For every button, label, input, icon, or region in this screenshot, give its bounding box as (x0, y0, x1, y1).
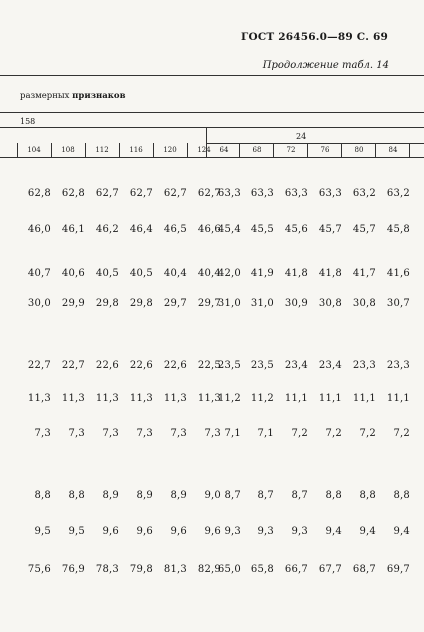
table-cell: 63,3 (250, 188, 274, 199)
table-cell: 11,3 (163, 393, 187, 404)
column-header: 108 (61, 146, 75, 154)
table-cell: 65,0 (217, 564, 241, 575)
table-cell: 8,8 (34, 490, 51, 501)
table-cell: 11,3 (27, 393, 51, 404)
table-cell: 45,6 (284, 224, 308, 235)
table-cell: 9,4 (359, 526, 376, 537)
table-cell: 67,7 (318, 564, 342, 575)
table-cell: 7,1 (224, 428, 241, 439)
column-header: 120 (163, 146, 177, 154)
table-cell: 9,3 (291, 526, 308, 537)
table-cell: 29,9 (61, 298, 85, 309)
subgroup-label: 24 (296, 132, 307, 141)
table-cell: 40,5 (95, 268, 119, 279)
table-continuation-label: Продолжение табл. 14 (262, 60, 389, 71)
table-cell: 68,7 (352, 564, 376, 575)
table-cell: 45,7 (352, 224, 376, 235)
table-cell: 8,7 (257, 490, 274, 501)
table-cell: 40,4 (197, 268, 221, 279)
table-cell: 8,8 (393, 490, 410, 501)
table-cell: 29,8 (95, 298, 119, 309)
table-cell: 63,3 (217, 188, 241, 199)
table-cell: 29,7 (163, 298, 187, 309)
column-header: 124 (197, 146, 211, 154)
table-cell: 9,5 (68, 526, 85, 537)
table-cell: 7,3 (102, 428, 119, 439)
table-cell: 9,4 (325, 526, 342, 537)
table-cell: 30,8 (352, 298, 376, 309)
table-cell: 42,0 (217, 268, 241, 279)
table-cell: 7,3 (204, 428, 221, 439)
table-cell: 30,0 (27, 298, 51, 309)
table-cell: 23,4 (284, 360, 308, 371)
table-cell: 22,6 (95, 360, 119, 371)
column-header: 116 (129, 146, 143, 154)
table-cell: 22,6 (129, 360, 153, 371)
table-cell: 46,2 (95, 224, 119, 235)
table-cell: 22,5 (197, 360, 221, 371)
table-cell: 7,2 (325, 428, 342, 439)
table-cell: 22,7 (27, 360, 51, 371)
table-cell: 8,7 (224, 490, 241, 501)
table-cell: 79,8 (129, 564, 153, 575)
column-header: 112 (95, 146, 109, 154)
table-cell: 11,3 (61, 393, 85, 404)
table-cell: 78,3 (95, 564, 119, 575)
column-header: 72 (286, 146, 296, 154)
table-cell: 7,1 (257, 428, 274, 439)
table-cell: 11,1 (284, 393, 308, 404)
table-cell: 9,5 (34, 526, 51, 537)
column-header: 80 (354, 146, 364, 154)
table-cell: 8,9 (170, 490, 187, 501)
table-cell: 11,1 (386, 393, 410, 404)
table-cell: 9,6 (204, 526, 221, 537)
table-cell: 65,8 (250, 564, 274, 575)
table-cell: 62,7 (129, 188, 153, 199)
table-cell: 41,8 (284, 268, 308, 279)
table-cell: 8,8 (359, 490, 376, 501)
table-cell: 8,7 (291, 490, 308, 501)
table-cell: 11,3 (197, 393, 221, 404)
table-cell: 63,3 (318, 188, 342, 199)
table-cell: 23,3 (352, 360, 376, 371)
table-cell: 63,2 (352, 188, 376, 199)
table-cell: 62,8 (27, 188, 51, 199)
table-cell: 45,8 (386, 224, 410, 235)
table-cell: 40,7 (27, 268, 51, 279)
table-cell: 62,7 (197, 188, 221, 199)
table-cell: 9,6 (102, 526, 119, 537)
table-cell: 46,4 (129, 224, 153, 235)
table-cell: 7,2 (393, 428, 410, 439)
table-cell: 46,6 (197, 224, 221, 235)
table-cell: 41,8 (318, 268, 342, 279)
divider-caption (0, 112, 424, 113)
table-cell: 11,3 (95, 393, 119, 404)
features-caption (20, 91, 126, 101)
table-cell: 11,2 (217, 393, 241, 404)
table-cell: 7,3 (170, 428, 187, 439)
table-cell: 29,7 (197, 298, 221, 309)
divider-header (0, 157, 424, 158)
table-cell: 7,3 (136, 428, 153, 439)
column-header: 64 (219, 146, 229, 154)
table-cell: 82,9 (197, 564, 221, 575)
table-cell: 7,3 (68, 428, 85, 439)
table-cell: 9,0 (204, 490, 221, 501)
table-cell: 46,1 (61, 224, 85, 235)
table-cell: 7,2 (359, 428, 376, 439)
column-header: 84 (388, 146, 398, 154)
table-cell: 40,4 (163, 268, 187, 279)
table-cell: 22,7 (61, 360, 85, 371)
table-cell: 31,0 (217, 298, 241, 309)
features-caption-prefix: размерных (20, 91, 70, 101)
column-header: 76 (320, 146, 330, 154)
table-cell: 62,7 (95, 188, 119, 199)
table-cell: 40,5 (129, 268, 153, 279)
group-label: 158 (20, 117, 36, 126)
table-cell: 11,1 (318, 393, 342, 404)
table-cell: 8,9 (136, 490, 153, 501)
table-cell: 45,4 (217, 224, 241, 235)
table-cell: 7,2 (291, 428, 308, 439)
table-cell: 11,3 (129, 393, 153, 404)
document-reference: ГОСТ 26456.0—89 С. 69 (241, 31, 388, 43)
table-cell: 8,9 (102, 490, 119, 501)
table-cell: 46,5 (163, 224, 187, 235)
divider-group (0, 127, 424, 128)
table-cell: 22,6 (163, 360, 187, 371)
table-cell: 81,3 (163, 564, 187, 575)
column-header: 104 (27, 146, 41, 154)
table-cell: 62,8 (61, 188, 85, 199)
table-cell: 23,5 (250, 360, 274, 371)
table-cell: 30,9 (284, 298, 308, 309)
column-header: 68 (252, 146, 262, 154)
table-cell: 75,6 (27, 564, 51, 575)
table-cell: 76,9 (61, 564, 85, 575)
table-cell: 23,4 (318, 360, 342, 371)
table-cell: 31,0 (250, 298, 274, 309)
table-cell: 8,8 (325, 490, 342, 501)
table-cell: 66,7 (284, 564, 308, 575)
table-cell: 9,3 (257, 526, 274, 537)
table-cell: 23,3 (386, 360, 410, 371)
table-cell: 63,2 (386, 188, 410, 199)
table-cell: 9,3 (224, 526, 241, 537)
table-cell: 45,5 (250, 224, 274, 235)
table-cell: 41,7 (352, 268, 376, 279)
table-cell: 69,7 (386, 564, 410, 575)
table-cell: 11,1 (352, 393, 376, 404)
table-cell: 8,8 (68, 490, 85, 501)
table-cell: 9,6 (170, 526, 187, 537)
table-cell: 9,4 (393, 526, 410, 537)
divider-top (0, 75, 424, 76)
table-cell: 11,2 (250, 393, 274, 404)
table-cell: 40,6 (61, 268, 85, 279)
table-cell: 41,6 (386, 268, 410, 279)
table-cell: 29,8 (129, 298, 153, 309)
table-cell: 30,8 (318, 298, 342, 309)
table-cell: 23,5 (217, 360, 241, 371)
table-cell: 7,3 (34, 428, 51, 439)
table-cell: 46,0 (27, 224, 51, 235)
features-caption-bold: признаков (72, 91, 126, 101)
table-cell: 45,7 (318, 224, 342, 235)
table-cell: 9,6 (136, 526, 153, 537)
table-cell: 41,9 (250, 268, 274, 279)
table-cell: 30,7 (386, 298, 410, 309)
table-cell: 62,7 (163, 188, 187, 199)
table-cell: 63,3 (284, 188, 308, 199)
